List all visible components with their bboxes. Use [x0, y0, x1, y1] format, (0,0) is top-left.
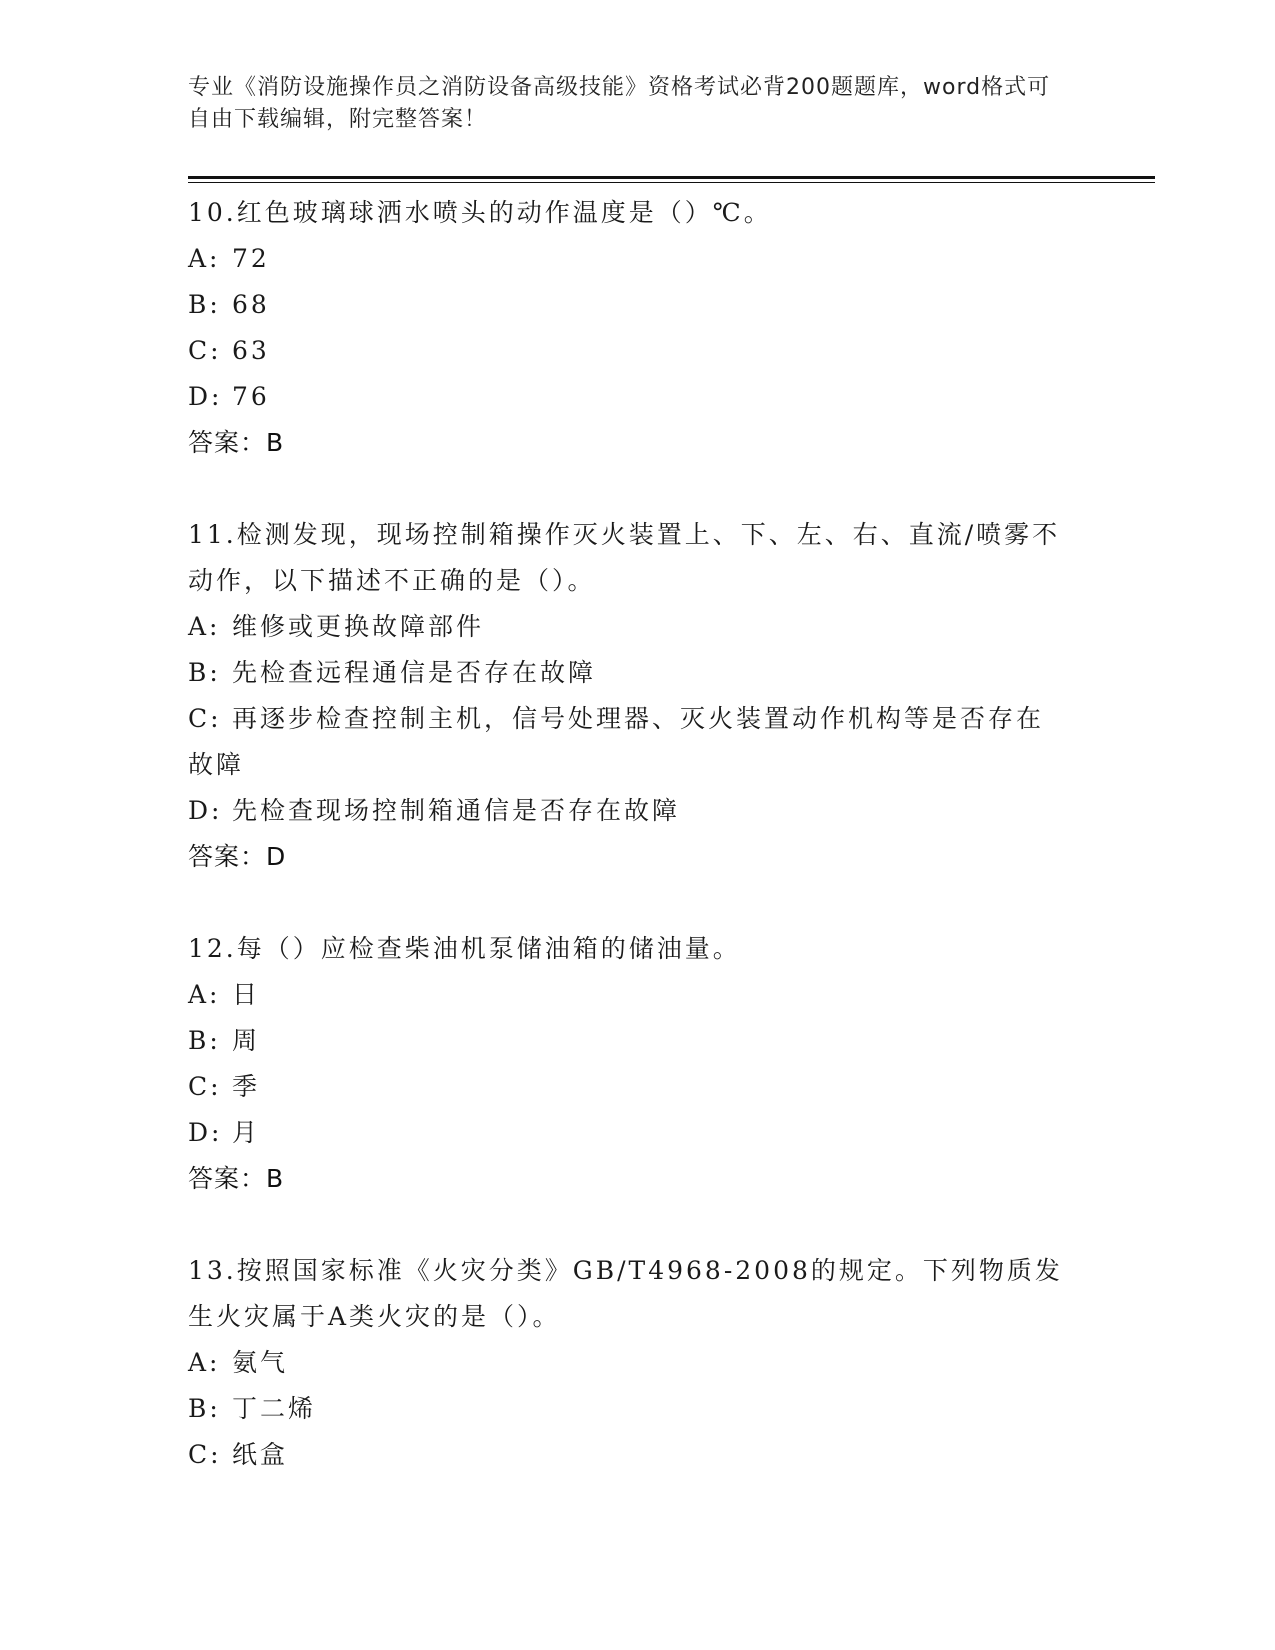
- option-text: 72: [232, 244, 270, 273]
- option-text: 再逐步检查控制主机，信号处理器、灭火装置动作机构等是否存在故障: [188, 704, 1045, 779]
- question-10: [188, 190, 1088, 466]
- option-text: 日: [232, 980, 261, 1009]
- header-divider-thick: [188, 176, 1155, 179]
- option-label: A:: [188, 980, 221, 1009]
- question-stem: 11.检测发现，现场控制箱操作灭火装置上、下、左、右、直流/喷雾不动作，以下描述不正确的是（）。: [188, 520, 1061, 595]
- question-stem: 10.红色玻璃球洒水喷头的动作温度是（）℃。: [188, 198, 772, 227]
- option-text: 维修或更换故障部件: [232, 612, 485, 641]
- option-b: [188, 282, 1088, 328]
- option-label: B:: [188, 1026, 221, 1055]
- option-text: 季: [232, 1072, 261, 1101]
- question-12: [188, 926, 1088, 1202]
- option-a: [188, 604, 1088, 650]
- option-b: [188, 1386, 1088, 1432]
- option-text: 纸盒: [232, 1440, 289, 1469]
- option-text: 63: [232, 336, 270, 365]
- question-11: [188, 512, 1088, 880]
- option-label: C:: [188, 1440, 222, 1469]
- option-c: [188, 328, 1088, 374]
- question-stem: 12.每（）应检查柴油机泵储油箱的储油量。: [188, 934, 741, 963]
- option-text: 先检查远程通信是否存在故障: [232, 658, 597, 687]
- option-label: A:: [188, 244, 221, 273]
- answer-line: 答案：B: [188, 1164, 285, 1193]
- option-d: [188, 1110, 1088, 1156]
- header-divider-thin: [188, 182, 1155, 183]
- question-list: [188, 190, 1088, 1524]
- option-label: D:: [188, 382, 223, 411]
- option-text: 周: [232, 1026, 261, 1055]
- option-text: 76: [232, 382, 270, 411]
- option-label: A:: [188, 612, 221, 641]
- option-a: [188, 1340, 1088, 1386]
- option-text: 68: [232, 290, 270, 319]
- question-13: [188, 1248, 1088, 1478]
- option-a: [188, 236, 1088, 282]
- option-label: C:: [188, 336, 222, 365]
- option-label: C:: [188, 704, 222, 733]
- question-stem: 13.按照国家标准《火灾分类》GB/T4968-2008的规定。下列物质发生火灾属于A类火灾的是（）。: [188, 1256, 1063, 1331]
- answer-line: 答案：D: [188, 842, 287, 871]
- option-a: [188, 972, 1088, 1018]
- option-c: [188, 696, 1068, 788]
- option-text: 丁二烯: [232, 1394, 317, 1423]
- option-b: [188, 650, 1088, 696]
- option-label: D:: [188, 796, 223, 825]
- option-label: A:: [188, 1348, 221, 1377]
- option-label: C:: [188, 1072, 222, 1101]
- option-d: [188, 788, 1088, 834]
- option-c: [188, 1064, 1088, 1110]
- option-c: [188, 1432, 1088, 1478]
- option-d: [188, 374, 1088, 420]
- option-label: B:: [188, 290, 221, 319]
- document-intro: 专业《消防设施操作员之消防设备高级技能》资格考试必背200题题库，word格式可自由下载编辑，附完整答案！: [188, 75, 1051, 132]
- option-text: 月: [232, 1118, 261, 1147]
- option-label: B:: [188, 658, 221, 687]
- option-label: B:: [188, 1394, 221, 1423]
- option-b: [188, 1018, 1088, 1064]
- option-text: 氨气: [232, 1348, 289, 1377]
- option-label: D:: [188, 1118, 223, 1147]
- option-text: 先检查现场控制箱通信是否存在故障: [232, 796, 681, 825]
- answer-line: 答案：B: [188, 428, 285, 457]
